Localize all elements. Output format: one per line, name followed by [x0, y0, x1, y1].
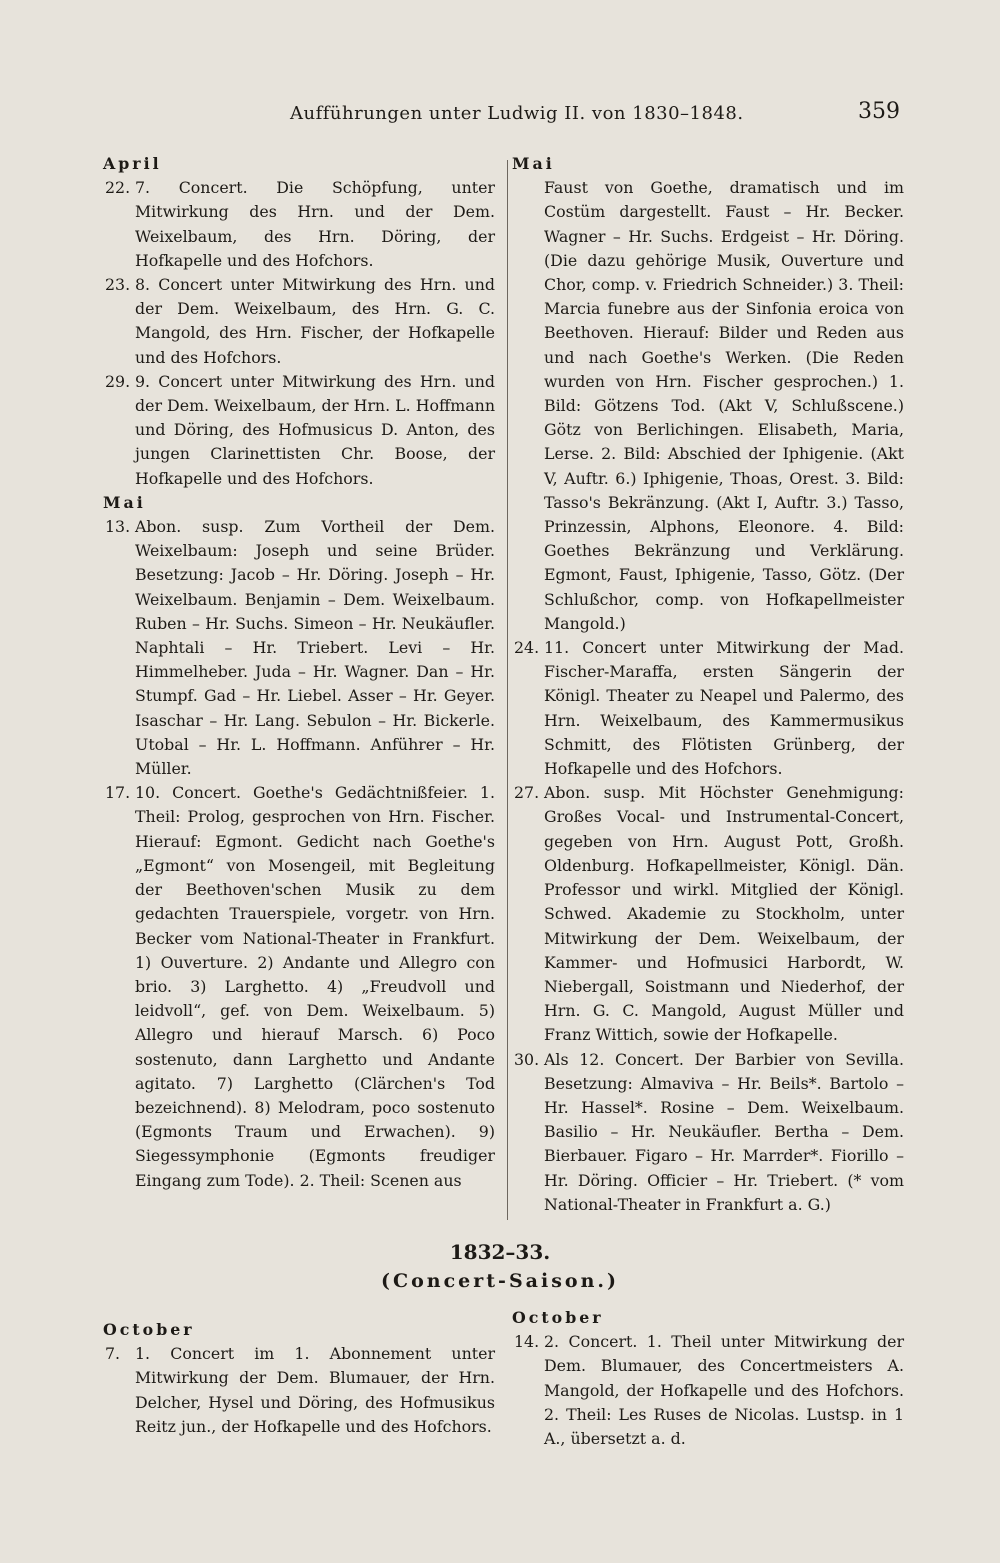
- list-item: [512, 636, 904, 781]
- entry-text: Abon. susp. Zum Vortheil der Dem. Weixelbaum: Joseph und seine Brüder. Besetzung: Jacob – Hr. Döring. Joseph – Hr. Weixelbaum. Benjamin – Dem. Weixelbaum. Ruben – Hr. Suchs. Simeon – Hr. Neukäufler. Naphtali – Hr. Triebert. Levi – Hr. Himmelheber. Juda – Hr. Wagner. Dan – Hr. Stumpf. Gad – Hr. Liebel. Asser – Hr. Geyer. Isaschar – Hr. Lang. Sebulon – Hr. Bickerle. Utobal – Hr. L. Hoffmann. Anführer – Hr. Müller.: [135, 517, 495, 779]
- entry-text: 7. Concert. Die Schöpfung, unter Mitwirkung des Hrn. und der Dem. Weixelbaum, des Hrn. Döring, der Hofkapelle und des Hofchors.: [135, 178, 495, 270]
- list-item: [103, 370, 495, 491]
- entry-day: 14.: [514, 1332, 540, 1352]
- entry-text: 10. Concert. Goethe's Gedächtnißfeier. 1. Theil: Prolog, gesprochen von Hrn. Fischer. Hierauf: Egmont. Gedicht nach Goethe's „Egmont“ von Mosengeil, mit Begleitung der Beethoven'schen Musik zu dem gedachten Trauerspiele, vorgetr. von Hrn. Becker vom National-Theater in Frankfurt. 1) Ouverture. 2) Andante und Allegro con brio. 3) Larghetto. 4) „Freudvoll und leidvoll“, gef. von Dem. Weixelbaum. 5) Allegro und hierauf Marsch. 6) Poco sostenuto, dann Larghetto und Andante agitato. 7) Larghetto (Clärchen's Tod bezeichnend). 8) Melodram, poco sostenuto (Egmonts Traum und Erwachen). 9) Siegessymphonie (Egmonts freudiger Eingang zum Tode). 2. Theil: Scenen aus: [135, 783, 495, 1190]
- entry-text: 2. Concert. 1. Theil unter Mitwirkung der Dem. Blumauer, des Concertmeisters A. Mangold, der Hofkapelle und des Hofchors. 2. Theil: Les Ruses de Nicolas. Lustsp. in 1 A., übersetzt a. d.: [544, 1332, 904, 1449]
- month-heading-october: October: [103, 1320, 195, 1339]
- page-number: 359: [858, 99, 900, 124]
- entry-text: 9. Concert unter Mitwirkung des Hrn. und der Dem. Weixelbaum, der Hrn. L. Hoffmann und Döring, des Hofmusicus D. Anton, des jungen Clarinettisten Chr. Boose, der Hofkapelle und des Hofchors.: [135, 371, 495, 488]
- entry-text: 11. Concert unter Mitwirkung der Mad. Fischer-Maraffa, ersten Sängerin der Königl. Theater zu Neapel und Palermo, des Hrn. Weixelbaum, des Kammermusikus Schmitt, des Flötisten Grünberg, der Hofkapelle und des Hofchors.: [544, 638, 904, 779]
- month-heading-mai: Mai: [103, 492, 146, 512]
- column-divider: [507, 160, 508, 1220]
- entry-day: 7.: [105, 1344, 121, 1364]
- entry-day: 22.: [105, 178, 131, 198]
- list-item: [512, 781, 904, 1047]
- list-item: [103, 273, 495, 370]
- entry-day: 24.: [514, 638, 540, 658]
- entry-day: 27.: [514, 783, 540, 803]
- right-column: [512, 152, 904, 1217]
- list-item: [103, 515, 495, 781]
- entry-day: 30.: [514, 1049, 540, 1069]
- list-item: [103, 781, 495, 1192]
- entry-text: Abon. susp. Mit Höchster Genehmigung: Großes Vocal- und Instrumental-Concert, gegeben von Hrn. August Pott, Großh. Oldenburg. Hofkapellmeister, Königl. Dän. Professor und wirkl. Mitglied der Königl. Schwed. Akademie zu Stockholm, unter Mitwirkung der Dem. Weixelbaum, der Kammer- und Hofmusici Harbordt, W. Niebergall, Soistmann und Niederhof, der Hrn. G. C. Mangold, August Müller und Franz Wittich, sowie der Hofkapelle.: [544, 783, 904, 1045]
- running-title: Aufführungen unter Ludwig II. von 1830–1848.: [290, 103, 744, 124]
- list-item: [103, 176, 495, 273]
- month-heading-october: October: [512, 1308, 604, 1327]
- month-heading-mai: Mai: [512, 154, 555, 173]
- running-header: [0, 99, 1000, 133]
- left-column: [103, 152, 495, 1193]
- entry-continuation: Faust von Goethe, dramatisch und im Costüm dargestellt. Faust – Hr. Becker. Wagner – Hr. Suchs. Erdgeist – Hr. Döring. (Die dazu gehörige Musik, Ouverture und Chor, comp. v. Friedrich Schneider.) 3. Theil: Marcia funebre aus der Sinfonia eroica von Beethoven. Hierauf: Bilder und Reden aus und nach Goethe's Werken. (Die Reden wurden von Hrn. Fischer gesprochen.) 1. Bild: Götzens Tod. (Akt V, Schlußscene.) Götz von Berlichingen. Elisabeth, Maria, Lerse. 2. Bild: Abschied der Iphigenie. (Akt V, Auftr. 6.) Iphigenie, Thoas, Orest. 3. Bild: Tasso's Bekränzung. (Akt I, Auftr. 3.) Tasso, Prinzessin, Alphons, Eleonore. 4. Bild: Goethes Bekränzung und Verklärung. Egmont, Faust, Iphigenie, Tasso, Götz. (Der Schlußchor, comp. von Hofkapellmeister Mangold.): [544, 178, 904, 633]
- month-heading-april: April: [103, 154, 162, 173]
- season-right-column: [512, 1306, 904, 1451]
- season-title: 1832–33.: [449, 1240, 551, 1264]
- season-left-column: [103, 1318, 495, 1439]
- list-item: [512, 1330, 904, 1451]
- season-subtitle: (Concert-Saison.): [381, 1270, 619, 1292]
- entry-text: 1. Concert im 1. Abonnement unter Mitwirkung der Dem. Blumauer, der Hrn. Delcher, Hysel und Döring, des Hofmusikus Reitz jun., der Hofkapelle und des Hofchors.: [135, 1344, 495, 1436]
- entry-text: Als 12. Concert. Der Barbier von Sevilla. Besetzung: Almaviva – Hr. Beils*. Bartolo – Hr. Hassel*. Rosine – Dem. Weixelbaum. Basilio – Hr. Neukäufler. Bertha – Dem. Bierbauer. Figaro – Hr. Marrder*. Fiorillo – Hr. Döring. Officier – Hr. Triebert. (* vom National-Theater in Frankfurt a. G.): [544, 1049, 904, 1214]
- entry-day: 29.: [105, 371, 131, 391]
- list-item: [512, 1048, 904, 1217]
- entry-day: 13.: [105, 517, 131, 537]
- entry-text: 8. Concert unter Mitwirkung des Hrn. und der Dem. Weixelbaum, des Hrn. G. C. Mangold, des Hrn. Fischer, der Hofkapelle und des Hofchors.: [135, 275, 495, 367]
- entry-day: 23.: [105, 275, 131, 295]
- entry-day: 17.: [105, 783, 131, 803]
- list-item: [103, 1342, 495, 1439]
